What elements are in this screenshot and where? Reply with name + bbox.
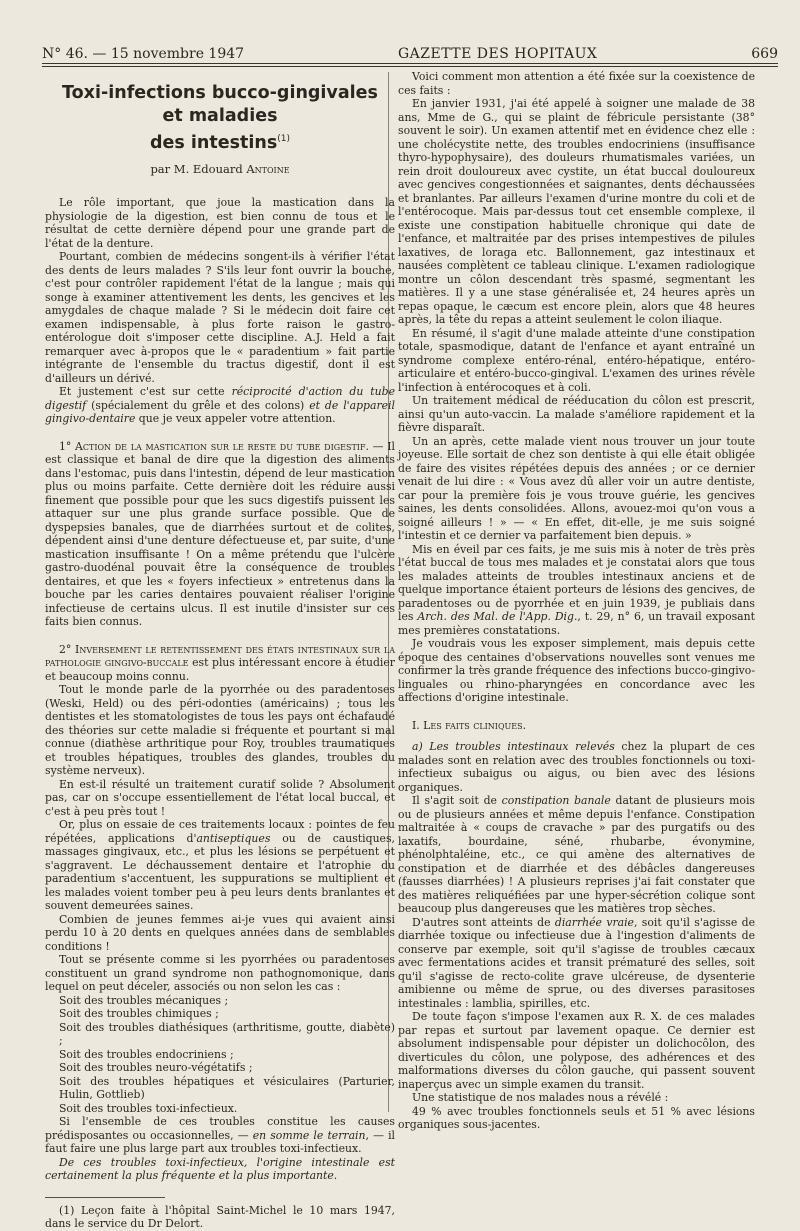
text-run: Et justement c'est sur cette [59,385,232,399]
section-text: est plus intéressant encore à étudier et beaucoup moins connu. [45,656,395,683]
footnote [45,1204,395,1231]
italic-run: antiseptiques [196,831,271,845]
list-item: Soit des troubles chimiques ; [59,1007,219,1021]
paragraph: Tout se présente comme si les pyorrhées ou paradentoses constituent un grand syndrome non pathognomonique, dans lequel on peut déceler, associés ou non selon les cas : [45,953,395,994]
text-run: datant de plusieurs mois ou de plusieurs années et même depuis l'enfance. Constipation maltraitée à « coups de cravache » par des purgatifs ou des laxatifs, bourdaine, séné, rhubarbe, évonymine, phénolphtaléine, etc., ce qui amène des alternatives de constipation et de diarrhée et des débâcles dangereuses (fausses diarrhées) ! A plusieurs reprises j'ai fait constater que des matières reliquéfiées par une hyper-sécrétion colique sont beaucoup plus dangereuses que les matières trop sèches. [398,794,755,915]
footnote-rule [45,1197,165,1198]
italic-run: a) Les troubles intestinaux relevés [412,740,615,753]
paragraph: Une statistique de nos malades nous a révélé : [412,1091,669,1104]
list-item: Soit des troubles hépatiques et vésiculaires (Parturier, Hulin, Gottlieb) [59,1074,395,1102]
section-heading: I. Les faits cliniques. [412,718,527,732]
list-item: Soit des troubles mécaniques ; [59,993,229,1007]
header-rule-top [42,63,778,64]
text-run: D'autres sont atteints de [412,915,555,929]
paragraph [398,740,755,794]
paragraph: Tout le monde parle de la pyorrhée ou des paradentoses (Weski, Held) ou des péri-odonties (américains) ; tous les dentistes et les stomatologistes de tous les pays ont échafaudé des théories sur cette maladie si fréquente et pourtant si mal connue (diathèse arthritique pour Roy, troubles traumatiques et troubles hépatiques, troubles des glandes, troubles du système nerveux). [45,683,395,778]
list-item: Soit des troubles neuro-végétatifs ; [59,1061,253,1075]
text-run: Il s'agit soit de [412,794,502,807]
article-title-line1: Toxi-infections bucco-gingivales et maladies [62,83,378,126]
italic-run: De ces troubles toxi-infectieux, l'origine intestinale est certainement la plus fréquente et la plus importante. [45,1155,395,1183]
section-text: — Il est classique et banal de dire que la digestion des aliments dans l'estomac, puis dans l'intestin, dépend de leur mastication plus ou moins parfaite. Cette dernière doit les réduire aussi finement que possible pour que les sucs digestifs puissent les attaquer sur une plus grande surface possible. Que de dyspepsies banales, que de diarrhées surtout et de colites, dépendent ainsi d'une denture défectueuse et, par suite, d'une mastication insuffisante ! On a même prétendu que l'ulcère gastro-duodénal pouvait être la conséquence de troubles dentaires, et que les « foyers infectieux » entretenus dans la bouche par les caries dentaires pouvaient réaliser l'origine infectieuse de certains ulcus. Il est inutile d'insister sur ces faits bien connus. [45,439,395,629]
causes-list [45,994,395,1116]
paragraph: En résumé, il s'agit d'une malade atteinte d'une constipation totale, spasmodique, datant de l'enfance et ayant entraîné un syndrome complexe entéro-rénal, entéro-hépatique, entéro-articulaire et entéro-bucco-gingival. L'examen des urines révèle l'infection à entérocoques et à coli. [398,326,755,394]
footnote-text: (1) Leçon faite à l'hôpital Saint-Michel le 10 mars 1947, dans le service du Dr Delort. [45,1203,395,1231]
paragraph [45,818,395,913]
author-name: Antoine [246,161,290,176]
italic-run: et de l'appareil gingivo-dentaire [45,398,395,426]
article-title [53,82,387,155]
left-column [45,70,395,1231]
paragraph: Je voudrais vous les exposer simplement, mais depuis cette époque des centaines d'observations nouvelles sont venues me confirmer la très grande fréquence des infections bucco-gingivo-linguales ou rhino-pharyngées en concordance avec les affections d'origine intestinale. [398,637,756,704]
paragraph: Le rôle important, que joue la mastication dans la physiologie de la digestion, est bien connu de tous et le résultat de cette dernière dépend pour une grande part de l'état de la denture. [45,196,395,250]
page-number: 669 [751,46,778,62]
byline [45,163,395,177]
text-run: , t. 29, n° 6, un travail exposant mes premières constatations. [398,610,755,637]
paragraph [45,1115,395,1156]
text-run: ou de caustiques, massages gingivaux, etc., et plus les lésions se perpétuent et s'aggravent. Le déchaussement dentaire et l'atrophie du paradentium s'accentuent, les suppurations se multiplient et les malades voient tomber peu à peu leurs dents branlantes et souvent demeurées saines. [45,831,395,913]
paragraph: 49 % avec troubles fonctionnels seuls et 51 % avec lésions organiques sous-jacentes. [398,1104,755,1131]
section-2 [45,643,395,684]
section-heading: 2° Inversement le retentissement des états intestinaux sur la pathologie gingivo-buccale [45,642,395,670]
paragraph [398,916,755,1011]
text-run: Mis en éveil par ces faits, je me suis mis à noter de très près l'état buccal de tous mes malades et je constatai alors que tous les malades atteints de troubles intestinaux anciens et de quelque importance étaient porteurs de lésions des gencives, de paradentoses ou de pyorrhée et en juin 1939, je publiais dans les [398,542,755,623]
paragraph: Un an après, cette malade vient nous trouver un jour toute joyeuse. Elle sortait de chez son dentiste à qui elle était obligée de faire des visites répétées depuis des années ; or ce dernier venait de lui dire : « Vous avez dû aller voir un autre dentiste, car pour la première fois je vous trouve guérie, les gencives saines, les dents consolidées. Allons, avouez-moi qu'on vous a soigné ailleurs ! » — « En effet, dit-elle, je me suis soigné l'intestin et ce dernier va parfaitement bien depuis. » [398,434,755,542]
paragraph: En est-il résulté un traitement curatif solide ? Absolument pas, car on s'occupe essentiellement de l'état local buccal, et c'est à peu près tout ! [45,777,395,818]
list-item: Soit des troubles diathésiques (arthritisme, goutte, diabète) ; [59,1020,395,1048]
paragraph [45,385,395,426]
section-1 [45,440,395,629]
journal-title: GAZETTE DES HOPITAUX [397,46,598,62]
list-item: Soit des troubles endocriniens ; [59,1047,234,1061]
text-run: que je veux appeler votre attention. [135,412,336,426]
italic-run: constipation banale [501,794,611,807]
header-rule-bottom [42,66,778,67]
italic-run: Arch. des Mal. de l'App. Dig. [417,610,578,623]
text-run: Si l'ensemble de ces troubles constitue les causes prédisposantes ou occasionnelles, — [45,1115,395,1142]
article-title-line2: des intestins [149,132,278,153]
paragraph: Un traitement médical de rééducation du côlon est prescrit, ainsi qu'un auto-vaccin. La malade s'améliore rapidement et la fièvre disparaît. [398,394,755,434]
italic-run: réciprocité d'action du tube digestif [45,385,395,412]
paragraph: En janvier 1931, j'ai été appelé à soigner une malade de 38 ans, Mme de G., qui se plaint de fébricule persistante (38° souvent le soir). Un examen attentif met en évidence chez elle : une cholécystite nette, des troubles endocriniens (insuffisance thyro-hypophysaire), des douleurs rhumatismales variées, un rein droit douloureux avec cystite, un état buccal douloureux avec gencives congestionnées et saignantes, dents déchaussées et branlantes. Par ailleurs l'examen d'urine montre du coli et de l'entérocoque. Mais par-dessus tout cet ensemble complexe, il existe une constipation habituelle chronique qui date de l'enfance, et maltraitée par des prises intempestives de pilules laxatives, de loraga etc. Ballonnement, gaz intestinaux et nausées complètent ce tableau clinique. L'examen radiologique montre un côlon descendant très spasmé, segmentant les matières. Il y a une stase généralisée et, 24 heures après un repas opaque, le cæcum est encore plein, alors que 48 heures après, la tête du repas a atteint seulement le colon iliaque. [398,97,755,326]
paragraph [398,543,755,638]
text-run: Or, plus on essaie de ces traitements locaux : pointes de feu répétées, applications d' [45,818,395,845]
page-header [42,42,778,62]
italic-run: en somme le terrain [252,1128,366,1142]
paragraph [398,794,755,916]
text-run: (spécialement du grêle et des colons) [86,398,310,412]
byline-prefix: par M. Edouard [150,161,247,176]
paragraph: Combien de jeunes femmes ai-je vues qui avaient ainsi perdu 10 à 20 dents en quelques années dans de semblables conditions ! [45,912,395,953]
right-column [398,70,755,1132]
paragraph: Pourtant, combien de médecins songent-ils à vérifier l'état des dents de leurs malades ? S'ils leur font ouvrir la bouche, c'est pour contrôler rapidement l'état de la langue ; mais qui songe à examiner attentivement les dents, les gencives et les amygdales de chaque malade ? Si le médecin doit faire cet examen indispensable, à plus forte raison le gastro-entérologue doit s'imposer cette discipline. A.J. Held a fait remarquer avec à-propos que le « paradentium » fait partie intégrante de l'ensemble du tractus digestif, dont il est d'ailleurs un dérivé. [45,250,395,385]
list-item: Soit des troubles toxi-infectieux. [59,1101,238,1115]
title-footnote-ref: (1) [277,134,290,144]
italic-run: diarrhée vraie [554,915,634,929]
text-run: , — il faut faire une plus large part aux troubles toxi-infectieux. [45,1128,396,1156]
text-run: chez la plupart de ces malades sont en relation avec des troubles fonctionnels ou toxi-infectieux subaigus ou aigus, ou bien avec des lésions organiques. [398,740,755,794]
paragraph [45,1156,395,1183]
text-run: , soit qu'il s'agisse de diarrhée toxique ou infectieuse due à l'ingestion d'aliments de conserve par exemple, soit qu'il s'agisse de troubles cæcaux avec fermentations acides et transit prématuré des selles, soit qu'il s'agisse de recto-colite grave ulcéreuse, de dysenterie amibienne ou même de sprue, ou des diverses parasitoses intestinales : lamblia, spirilles, etc. [398,915,755,1010]
section-heading: 1° Action de la mastication sur le reste du tube digestif. [59,439,369,453]
paragraph: De toute façon s'impose l'examen aux R. X. de ces malades par repas et surtout par lavement opaque. Ce dernier est absolument indispensable pour dépister un dolichocôlon, des diverticules du côlon, une polypose, des adhérences et des malformations diverses du côlon gauche, qui passent souvent inaperçus avec un simple examen du transit. [398,1010,755,1091]
paragraph: Voici comment mon attention a été fixée sur la coexistence de ces faits : [398,70,755,97]
issue-date: N° 46. — 15 novembre 1947 [42,46,245,62]
